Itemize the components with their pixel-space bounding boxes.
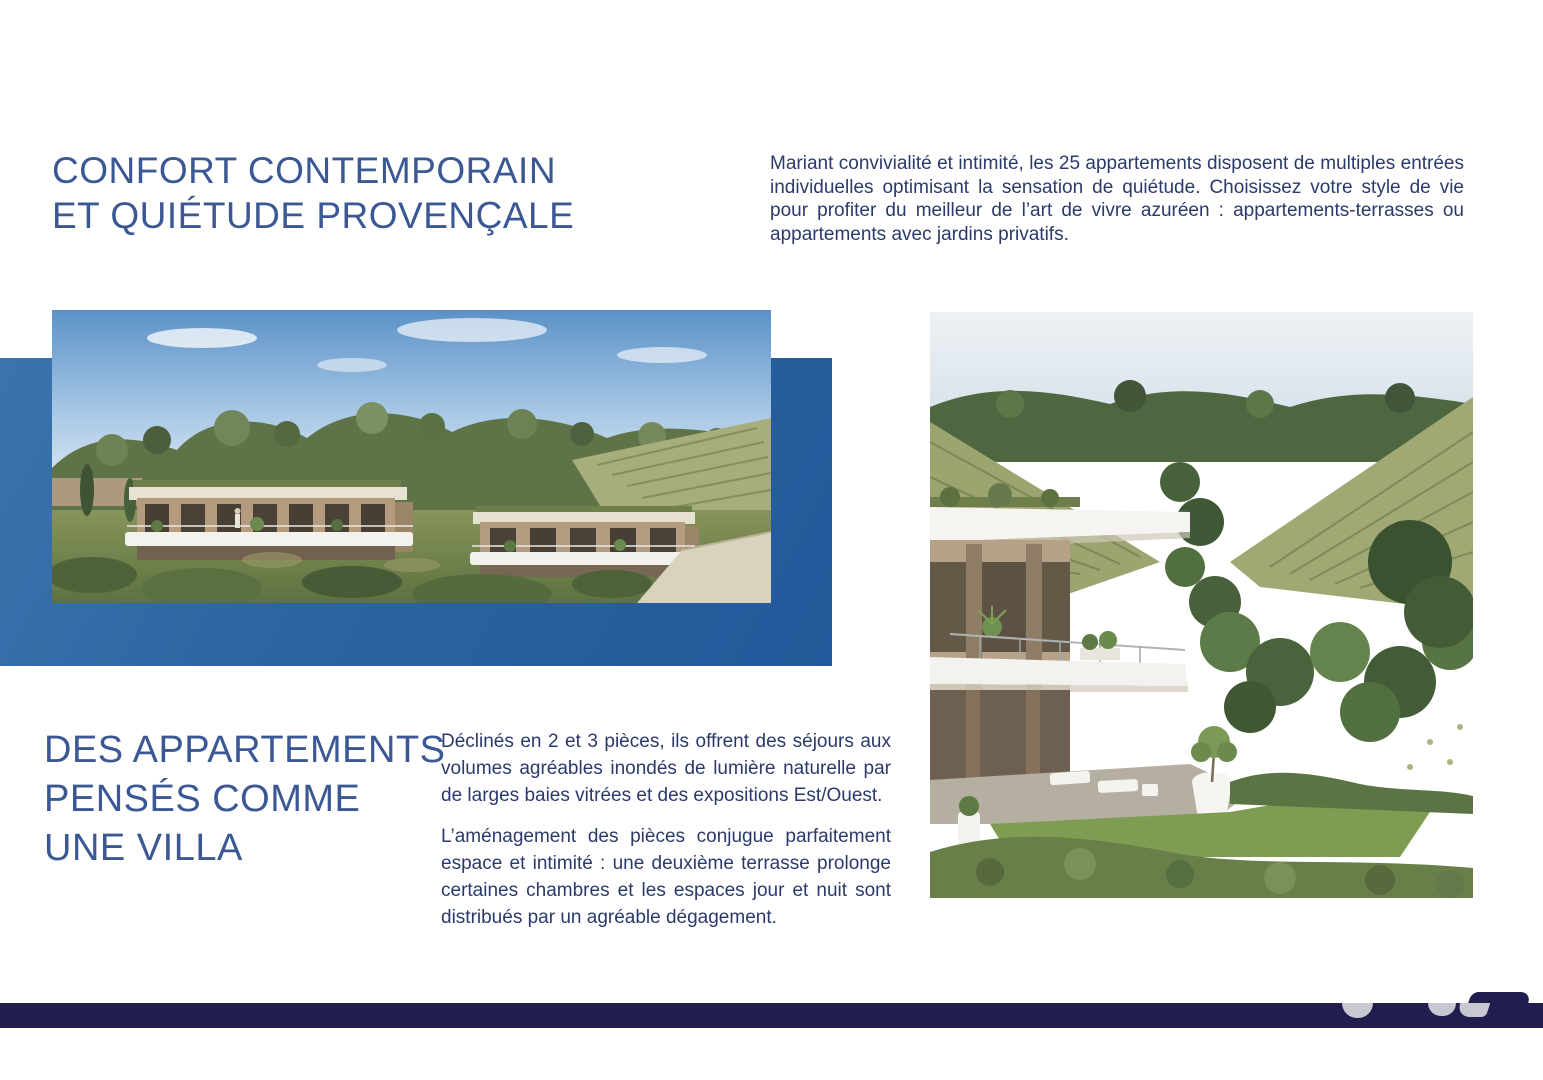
left-render-image (52, 310, 771, 603)
villa-title-line-3: UNE VILLA (44, 827, 243, 869)
villa-title-line-2: PENSÉS COMME (44, 778, 361, 820)
brand-logo-swoosh (1468, 992, 1532, 1003)
villa-paragraph-1: Déclinés en 2 et 3 pièces, ils offrent des séjours aux volumes agréables inondés de lumière naturelle par de larges baies vitrées et des expositions Est/Ouest. (441, 731, 891, 806)
intro-paragraph: Mariant convivialité et intimité, les 25 appartements disposent de multiples entrées individuelles optimisant la sensation de quiétude. Choisissez votre style de vie pour profiter du meilleur de l’art de vivre azuréen : appartements-terrasses ou appartements avec jardins privatifs. (770, 153, 1464, 245)
page-title-line-1: CONFORT CONTEMPORAIN (52, 150, 557, 191)
villa-paragraph-2: L’aménagement des pièces conjugue parfaitement espace et intimité : une deuxième terrasse prolonge certaines chambres et les espaces jour et nuit sont distribués par un agréable dégagement. (441, 826, 891, 928)
page-title-line-2: ET QUIÉTUDE PROVENÇALE (52, 195, 575, 236)
footer-bar (0, 1003, 1543, 1028)
right-render-image (930, 312, 1473, 898)
villa-section-text (441, 728, 891, 931)
page-title (52, 148, 574, 238)
villa-title-line-1: DES APPARTEMENTS (44, 729, 446, 771)
villa-section-title (44, 726, 445, 873)
